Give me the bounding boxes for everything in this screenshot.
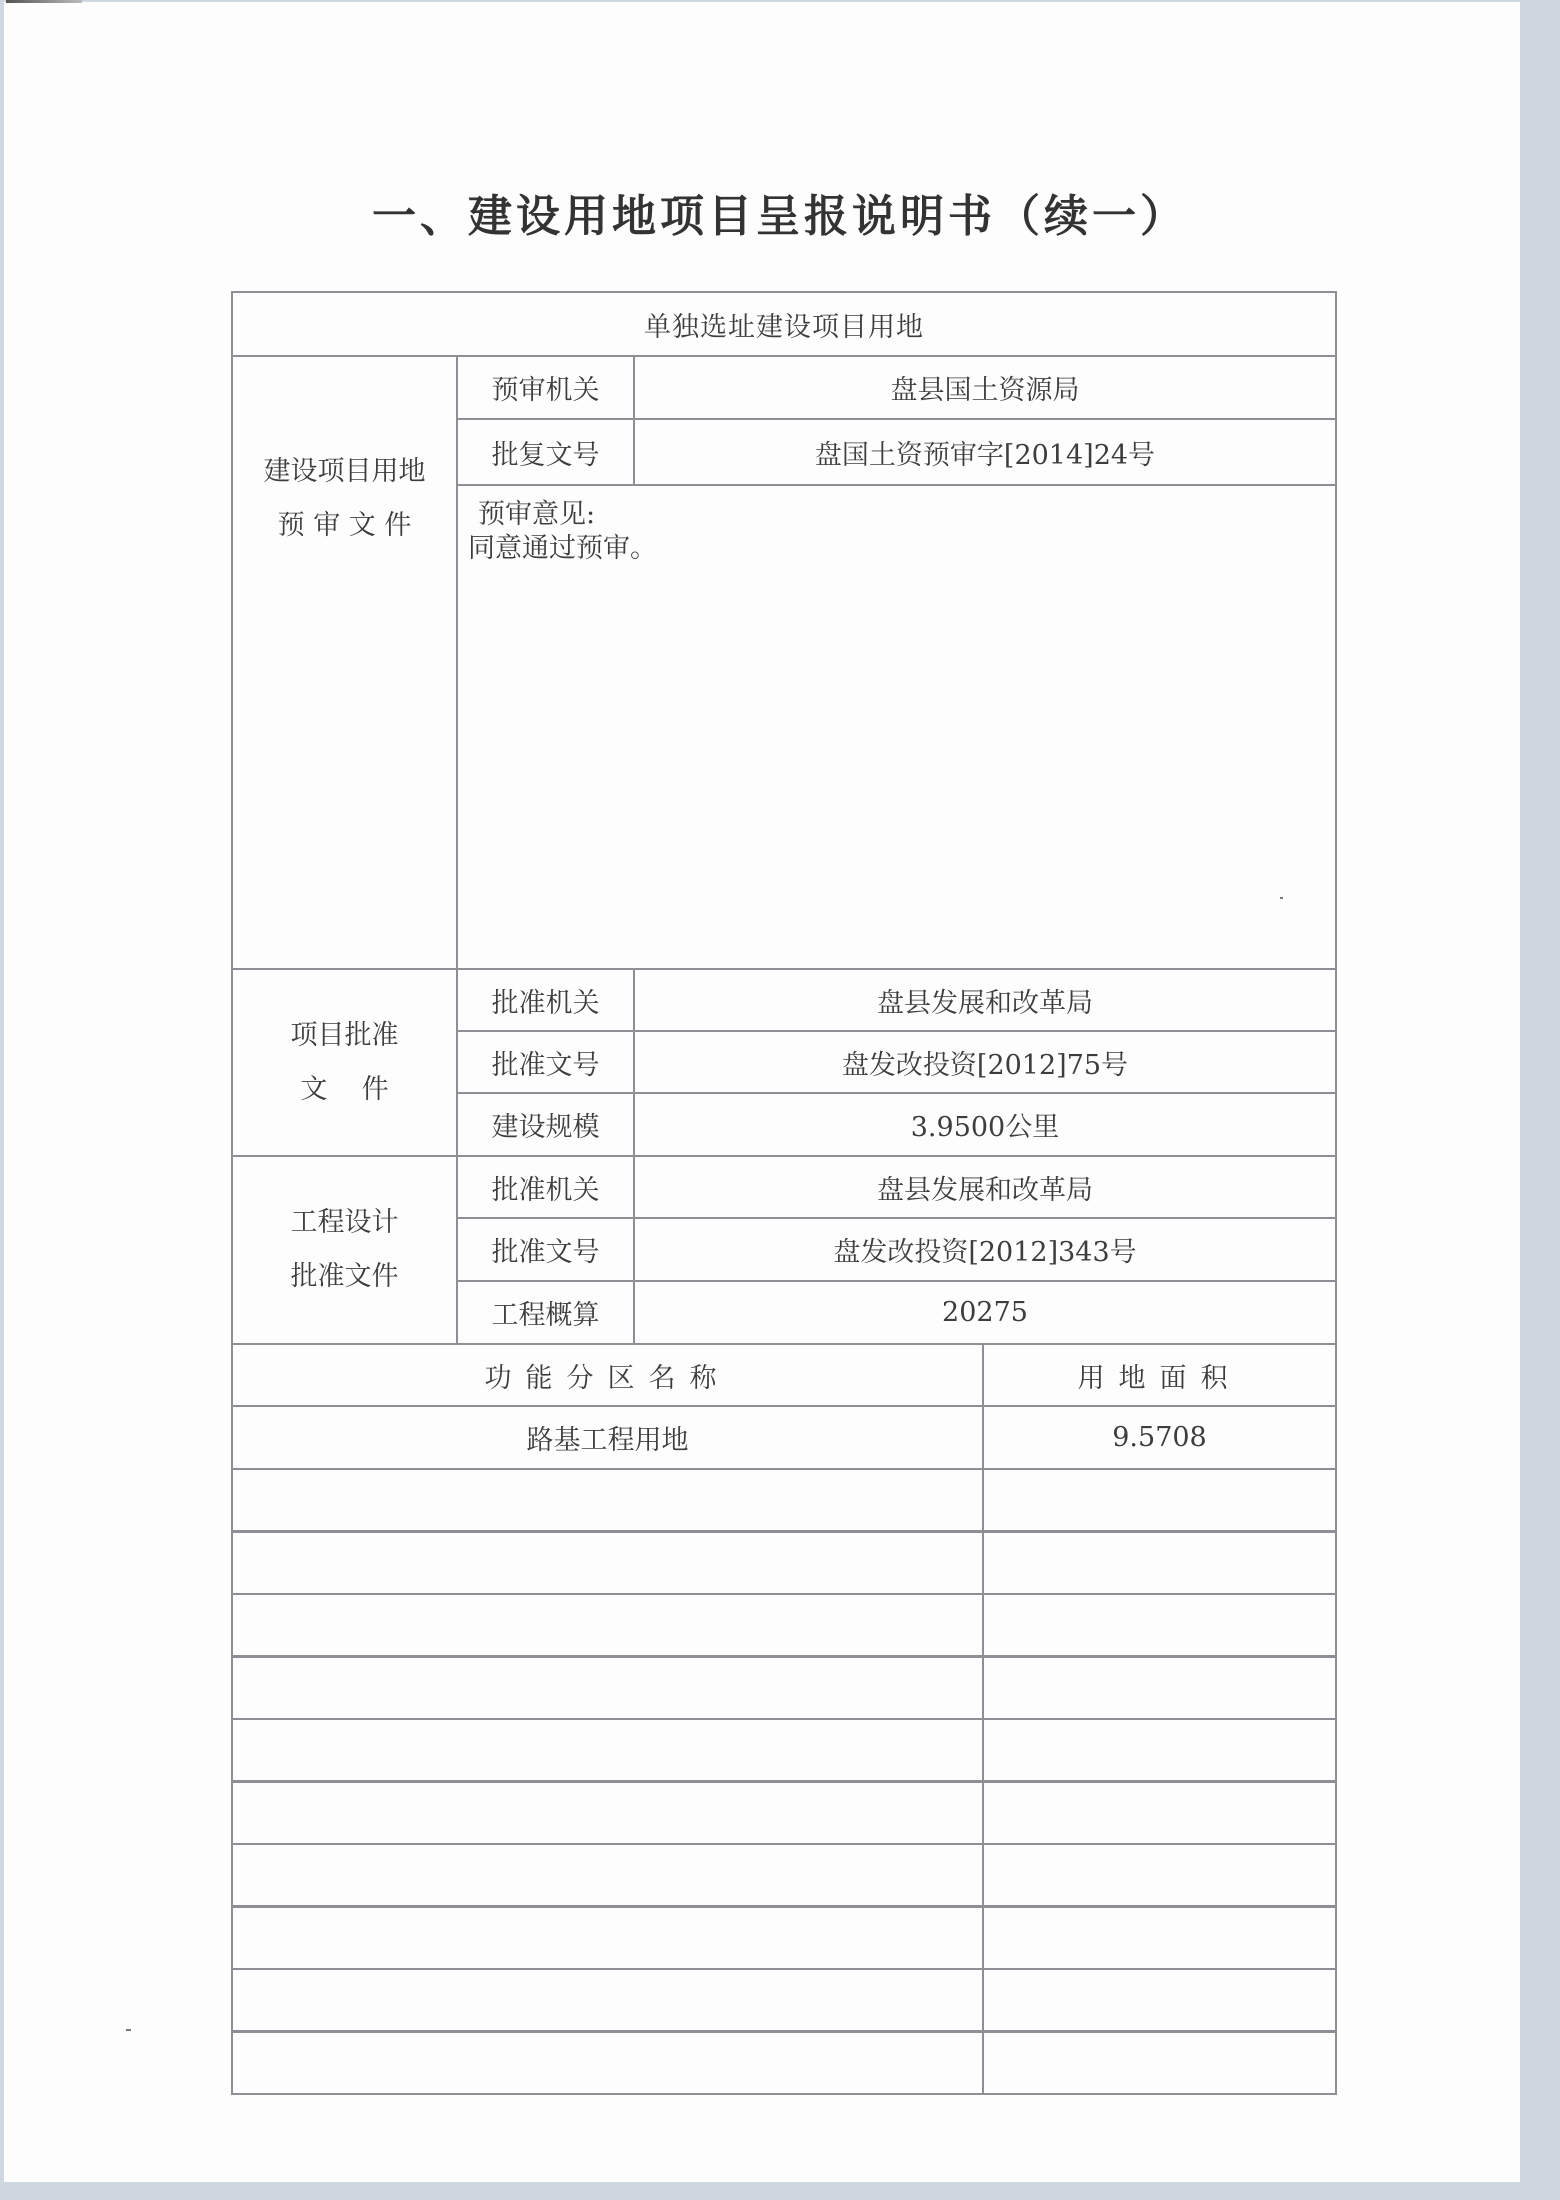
- scan-edge-mark: [6, 0, 82, 3]
- field-label-text: 批准文号: [491, 1237, 600, 1268]
- field-label-text: 工程概算: [491, 1300, 600, 1331]
- field-label-text: 批复文号: [491, 439, 600, 471]
- section-label-project-approval: [231, 968, 458, 1157]
- column-header-zone-name-text: 功能分区名称: [484, 1362, 731, 1394]
- field-value-text: 盘国土资预审字[2014]24号: [814, 439, 1156, 471]
- table-header-text: 单独选址建设项目用地: [644, 311, 924, 343]
- table-cell-area: [982, 2030, 1337, 2095]
- field-value: [633, 355, 1337, 420]
- table-cell-area: [982, 1405, 1337, 1470]
- field-value: [633, 1155, 1337, 1219]
- table-cell-zone-name: [231, 1843, 984, 1908]
- field-value-text: 3.9500公里: [910, 1112, 1060, 1143]
- column-header-area-text: 用地面积: [1077, 1362, 1242, 1394]
- field-value-text: 盘县国土资源局: [890, 375, 1080, 406]
- column-header-zone-name: [231, 1343, 984, 1407]
- table-cell-zone-name: [231, 1780, 984, 1845]
- section-label-engineering-approval: [231, 1155, 458, 1345]
- section-label-preapproval: [231, 355, 458, 970]
- table-cell-area: [982, 1468, 1337, 1533]
- field-label: [456, 1092, 635, 1157]
- table-cell-zone-name: [231, 1718, 984, 1783]
- table-cell-area-text: 9.5708: [1112, 1422, 1207, 1453]
- field-label-text: 批准机关: [491, 987, 600, 1019]
- field-label-text: 预审机关: [491, 375, 600, 406]
- table-cell-zone-name: [231, 1468, 984, 1533]
- field-value: [633, 968, 1337, 1032]
- section-label-line1: 工程设计: [290, 1207, 399, 1238]
- column-header-area: [982, 1343, 1337, 1407]
- field-value: [633, 1030, 1337, 1094]
- field-label: [456, 1280, 635, 1345]
- table-cell-area: [982, 1968, 1337, 2033]
- table-cell-area: [982, 1593, 1337, 1658]
- table-cell-zone-name: [231, 1530, 984, 1595]
- table-cell-area: [982, 1655, 1337, 1720]
- field-value-text: 盘发改投资[2012]343号: [833, 1237, 1137, 1268]
- field-label-text: 批准文号: [491, 1049, 600, 1081]
- table-header: [231, 291, 1337, 357]
- document-title: 一、建设用地项目呈报说明书（续一）: [372, 191, 1188, 242]
- section-label-line2: 批准文件: [290, 1261, 399, 1292]
- table-cell-area: [982, 1530, 1337, 1595]
- section-label-line1: 建设项目用地: [263, 456, 426, 487]
- section-label-line2: 预 审 文 件: [277, 510, 412, 541]
- table-cell-area: [982, 1780, 1337, 1845]
- field-label-text: 建设规模: [491, 1112, 600, 1143]
- field-label: [456, 1217, 635, 1282]
- field-value-text: 盘县发展和改革局: [877, 987, 1093, 1019]
- table-cell-area: [982, 1843, 1337, 1908]
- field-value: [633, 1092, 1337, 1157]
- table-cell-zone-name: [231, 1655, 984, 1720]
- field-value-text: 20275: [942, 1297, 1028, 1328]
- field-value-text: 盘县发展和改革局: [877, 1174, 1093, 1206]
- opinion-label: 预审意见:: [478, 499, 596, 530]
- field-value: [633, 1217, 1337, 1282]
- scan-speck: [126, 2029, 131, 2031]
- field-label: [456, 418, 635, 486]
- field-label: [456, 355, 635, 420]
- table-cell-zone-name: [231, 1593, 984, 1658]
- field-value: [633, 1280, 1337, 1345]
- opinion-text: 同意通过预审。: [468, 533, 657, 564]
- table-cell-zone-name: [231, 1405, 984, 1470]
- table-cell-zone-name-text: 路基工程用地: [526, 1425, 689, 1456]
- section-label-line2: 文 件: [300, 1073, 389, 1105]
- field-value: [633, 418, 1337, 486]
- field-label-text: 批准机关: [491, 1174, 600, 1206]
- opinion-cell: [456, 484, 1337, 970]
- table-cell-area: [982, 1718, 1337, 1783]
- table-cell-zone-name: [231, 1968, 984, 2033]
- field-label: [456, 1155, 635, 1219]
- table-cell-zone-name: [231, 1905, 984, 1970]
- field-value-text: 盘发改投资[2012]75号: [841, 1049, 1129, 1081]
- table-cell-zone-name: [231, 2030, 984, 2095]
- section-label-line1: 项目批准: [290, 1019, 399, 1051]
- scan-speck: [1280, 897, 1283, 899]
- field-label: [456, 1030, 635, 1094]
- table-cell-area: [982, 1905, 1337, 1970]
- field-label: [456, 968, 635, 1032]
